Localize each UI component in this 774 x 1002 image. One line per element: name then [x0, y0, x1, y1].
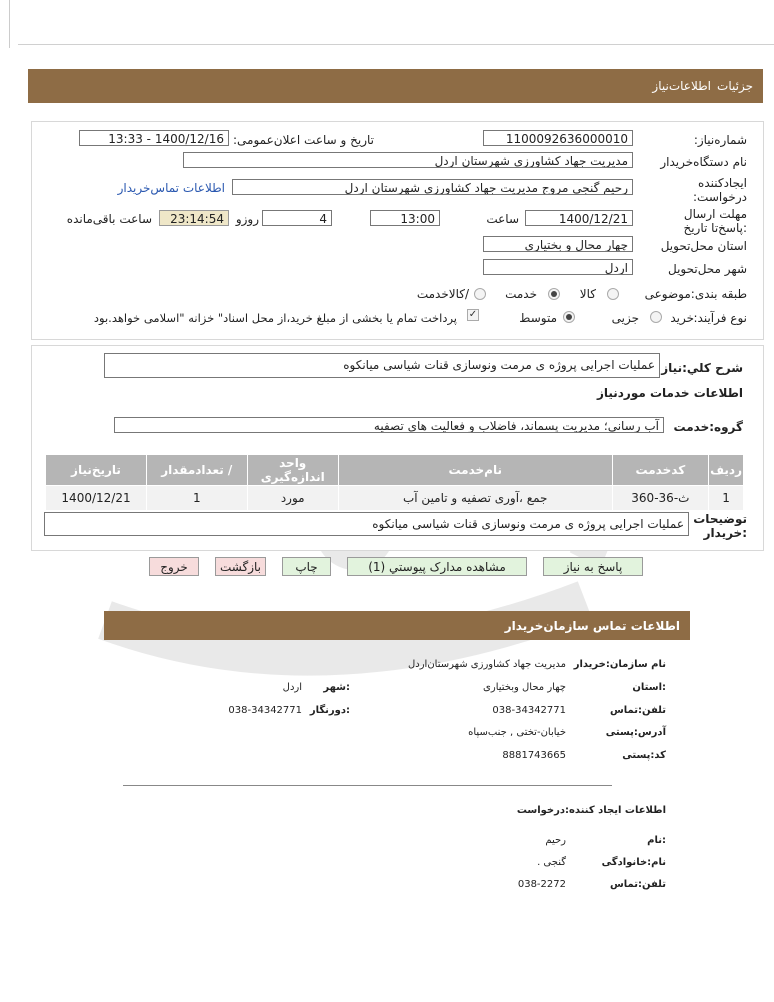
- category-service-radio[interactable]: [548, 288, 560, 300]
- exit-button[interactable]: خروج: [149, 557, 199, 576]
- col-code: کدخدمت: [612, 455, 709, 486]
- contact-province-label: :استان: [632, 682, 666, 693]
- contact-postal-label: کد:پستی: [622, 750, 666, 761]
- deadline-date-field: 1400/12/21: [525, 210, 633, 226]
- contact-org-value: مدیریت جهاد کشاورزی شهرستان‌اردل: [408, 659, 566, 670]
- buyer-notes-label: توضیحات :خریدار: [693, 512, 747, 540]
- creator-name-label: :نام: [647, 835, 666, 846]
- category-service-label: خدمت: [505, 287, 537, 301]
- city-label: شهر محل‌تحویل: [668, 262, 747, 276]
- top-divider: [18, 44, 774, 45]
- process-medium-radio[interactable]: [563, 311, 575, 323]
- cell-unit: مورد: [247, 486, 338, 511]
- creator-label: ایجادکننده درخواست:: [693, 176, 747, 204]
- col-row: ردیف: [709, 455, 744, 486]
- attachments-button[interactable]: مشاهده مدارک پیوستي (1): [347, 557, 527, 576]
- reply-button[interactable]: پاسخ به نیاز: [543, 557, 643, 576]
- service-group-field: آب رسانی؛ مدیریت پسماند، فاضلاب و فعالیت های تصفیه: [114, 417, 664, 433]
- buyer-org-field: مدیریت جهاد کشاورزی شهرستان اردل: [183, 152, 633, 168]
- contact-org-label: نام سازمان:خریدار: [573, 659, 666, 670]
- deadline-time-field: 13:00: [370, 210, 440, 226]
- col-date: تاریخ‌نیاز: [46, 455, 147, 486]
- contact-fax-label: :دورنگار: [309, 705, 350, 716]
- summary-label: شرح کلي:نیاز: [661, 361, 743, 375]
- table-row: [46, 486, 744, 511]
- category-goods-label: کالا: [579, 287, 596, 301]
- process-label: نوع فرآیند:: [693, 311, 747, 325]
- creator-info-title: اطلاعات ایجاد کننده:درخواست: [516, 805, 666, 816]
- service-group-label: گروه:خدمت: [673, 420, 743, 434]
- contact-address-label: آدرس:پستی: [605, 727, 666, 738]
- col-qty: / تعدادمقدار: [147, 455, 248, 486]
- category-label: طبقه بندی‌:موضوعی: [644, 287, 747, 301]
- col-unit: واحد اندازه‌گیری: [247, 455, 338, 486]
- cell-date: 1400/12/21: [46, 486, 147, 511]
- process-buy-label: خرید: [670, 311, 694, 325]
- city-field: اردل: [483, 259, 633, 275]
- need-number-field: 1100092636000010: [483, 130, 633, 146]
- cell-qty: 1: [147, 486, 248, 511]
- buyer-contact-link[interactable]: اطلاعات تماس‌خریدار: [117, 181, 225, 195]
- contact-city-value: اردل: [282, 682, 302, 693]
- payment-note: پرداخت تمام یا بخشی از مبلغ خرید،از محل اسناد" خزانه "اسلامی خواهد.بود: [93, 311, 457, 325]
- print-button[interactable]: چاپ: [282, 557, 331, 576]
- cell-row: 1: [709, 486, 744, 511]
- category-goods-radio[interactable]: [607, 288, 619, 300]
- col-name: نام‌خدمت: [338, 455, 612, 486]
- province-label: استان محل‌تحویل: [660, 239, 747, 253]
- cell-name: جمع ،آوری تصفیه و تامین آب: [338, 486, 612, 511]
- contact-title: اطلاعات تماس سازمان‌خریدار: [504, 619, 680, 633]
- summary-field: عملیات اجرایی پروژه ی مرمت ونوسازی قنات شیاسی میانکوه: [104, 353, 660, 378]
- creator-family-value: گنجی .: [537, 857, 566, 868]
- contact-address-value: خیابان-تختی , جنب‌سپاه: [468, 727, 566, 738]
- process-minor-radio[interactable]: [650, 311, 662, 323]
- buyer-org-label: نام دستگاه‌خریدار: [660, 155, 747, 169]
- process-medium-label: متوسط: [519, 311, 557, 325]
- announce-label: تاریخ و ساعت اعلان‌عمومی:: [232, 133, 374, 147]
- creator-phone-label: تلفن:تماس: [609, 879, 666, 890]
- contact-fax-value: 038-34342771: [228, 705, 302, 716]
- category-goods-service-label: /کالاخدمت: [416, 287, 469, 301]
- contact-province-value: چهار محال وبختیاری: [483, 682, 566, 693]
- days-label: روزو: [235, 212, 259, 226]
- remaining-time-field: 23:14:54: [159, 210, 229, 226]
- announce-date-field: 13:33 - 1400/12/16: [79, 130, 229, 146]
- contact-phone-label: تلفن:تماس: [609, 705, 666, 716]
- contact-city-label: :شهر: [323, 682, 350, 693]
- services-title: اطلاعات خدمات موردنیاز: [596, 386, 743, 400]
- creator-family-label: نام:خانوادگی: [601, 857, 666, 868]
- left-border: [9, 0, 10, 48]
- contact-postal-value: 8881743665: [502, 750, 566, 761]
- deadline-time-label: ساعت: [486, 212, 519, 226]
- deadline-label: مهلت ارسال :پاسخ‌تا تاریخ: [683, 207, 747, 235]
- table-header-row: [46, 455, 744, 486]
- contact-divider: [123, 785, 612, 786]
- creator-name-value: رحیم: [545, 835, 566, 846]
- cell-code: ث-36-360: [612, 486, 709, 511]
- days-field: 4: [262, 210, 332, 226]
- remaining-label: ساعت باقی‌مانده: [66, 212, 152, 226]
- category-goods-service-radio[interactable]: [474, 288, 486, 300]
- contact-header: [104, 611, 690, 640]
- header-bar: [28, 69, 763, 103]
- province-field: چهار محال و بختیاری: [483, 236, 633, 252]
- services-table: [45, 454, 744, 511]
- back-button[interactable]: بازگشت: [215, 557, 266, 576]
- buyer-notes-field: عملیات اجرایی پروژه ی مرمت ونوسازی قنات شیاسی میانکوه: [44, 512, 689, 536]
- payment-checkbox[interactable]: ✓: [468, 309, 478, 320]
- contact-phone-value: 038-34342771: [492, 705, 566, 716]
- tab-details[interactable]: جزئیات: [717, 79, 753, 93]
- creator-field: رحیم گنجی مروج مدیریت جهاد کشاورزی شهرستان اردل: [232, 179, 633, 195]
- tab-need-info[interactable]: اطلاعات‌نیاز: [652, 79, 711, 93]
- need-number-label: شماره‌نیاز:: [693, 133, 747, 147]
- process-minor-label: جزیی: [611, 311, 639, 325]
- creator-phone-value: 038-2272: [517, 879, 566, 890]
